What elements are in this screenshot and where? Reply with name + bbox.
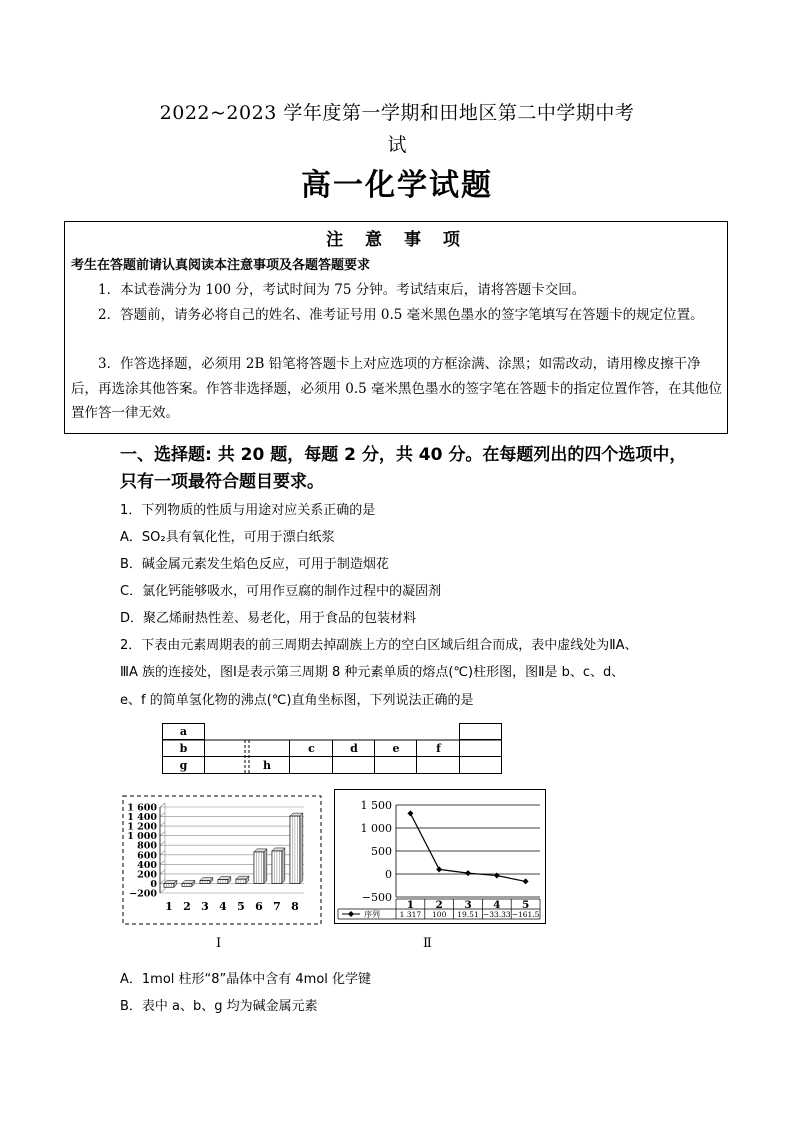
- bar-4: [218, 877, 231, 884]
- x-tick-label: 8: [291, 900, 299, 913]
- y-tick-label: 800: [137, 840, 157, 852]
- x-tick-label: 7: [273, 900, 281, 913]
- notice-item: 3．作答选择题，必须用 2B 铅笔将答题卡上对应选项的方框涂满、涂黑；如需改动，请用橡皮擦干净后，再选涂其他答案。作答非选择题，必须用 0.5 毫米黑色墨水的签字笔在答题卡的指定位置作答，在其他位置作答一律无效。: [71, 356, 723, 421]
- gridline: [160, 813, 165, 817]
- data-label: 100: [432, 910, 447, 919]
- notice-heading: 注 意 事 项: [326, 230, 468, 250]
- gridline: [160, 822, 165, 826]
- gridline: [160, 851, 165, 855]
- x-tick-label: 1: [406, 899, 415, 911]
- question-stem: e、f 的简单氢化物的沸点(℃)直角坐标图，下列说法正确的是: [120, 693, 474, 708]
- option-b: B．碱金属元素发生焰色反应，可用于制造烟花: [120, 557, 389, 572]
- y-tick-label: 1 000: [127, 831, 157, 843]
- option-a: A．SO₂具有氧化性，可用于漂白纸浆: [120, 530, 335, 545]
- gridline: [160, 803, 165, 807]
- gridline: [160, 832, 165, 836]
- bar-3: [200, 878, 213, 884]
- figure-label-1: Ⅰ: [216, 936, 222, 951]
- y-tick-label: 1 000: [360, 822, 392, 835]
- x-tick-label: 5: [521, 899, 530, 911]
- element-g: g: [179, 759, 188, 772]
- y-tick-label: 1 200: [127, 821, 157, 833]
- x-tick-label: 4: [493, 899, 501, 911]
- y-tick-label: 1 500: [360, 799, 392, 812]
- bar-5: [236, 876, 249, 883]
- gridline: [160, 860, 165, 864]
- x-tick-label: 2: [435, 899, 443, 911]
- element-f: f: [436, 742, 441, 755]
- line-chart-svg: [334, 789, 546, 924]
- y-tick-label: 1 400: [127, 812, 157, 824]
- gridline: [160, 889, 165, 893]
- chart-boiling-points: [334, 789, 546, 924]
- bar-6: [254, 849, 267, 884]
- question-stem: 1．下列物质的性质与用途对应关系正确的是: [120, 503, 376, 518]
- bar-side: [300, 813, 303, 883]
- element-e: e: [392, 742, 400, 755]
- bar-side: [282, 848, 285, 883]
- y-tick-label: 200: [137, 869, 157, 881]
- option-d: D．聚乙烯耐热性差、易老化，用于食品的包装材料: [120, 611, 417, 626]
- notice-subheading: 考生在答题前请认真阅读本注意事项及各题答题要求: [71, 258, 371, 273]
- section-heading: 一、选择题: 共 20 题，每题 2 分，共 40 分。在每题列出的四个选项中，只有一项最符合题目要求。: [120, 445, 687, 492]
- data-label: −161.5: [511, 910, 540, 919]
- x-tick-label: 3: [201, 900, 209, 913]
- x-tick-label: 2: [183, 900, 191, 913]
- notice-item: 1．本试卷满分为 100 分，考试时间为 75 分钟。考试结束后，请将答题卡交回。: [98, 282, 586, 298]
- x-tick-label: 5: [237, 900, 245, 913]
- element-b: b: [179, 742, 188, 755]
- y-tick-label: 500: [371, 845, 392, 858]
- notice-box: [64, 221, 728, 434]
- element-c: c: [308, 742, 315, 755]
- bar-7: [272, 848, 285, 883]
- data-label: −33.33: [482, 910, 511, 919]
- x-tick-label: 6: [255, 900, 263, 913]
- x-tick-label: 3: [464, 899, 472, 911]
- periodic-table: [162, 723, 502, 774]
- exam-title-line2: 试: [387, 134, 407, 156]
- gridline: [160, 841, 165, 845]
- gridline: [160, 870, 165, 874]
- bar-2: [182, 880, 195, 886]
- y-tick-label: 400: [137, 859, 157, 871]
- y-tick-label: −500: [361, 891, 392, 904]
- bar-side: [264, 849, 267, 884]
- subject-title: 高一化学试题: [301, 168, 493, 203]
- question-stem: ⅢA 族的连接处，图Ⅰ是表示第三周期 8 种元素单质的熔点(℃)柱形图，图Ⅱ是 b、c、d、: [120, 665, 625, 680]
- element-d: d: [350, 742, 358, 755]
- element-a: a: [179, 725, 188, 738]
- option-c: C．氯化钙能够吸水，可用作豆腐的制作过程中的凝固剂: [120, 584, 442, 599]
- y-tick-label: 1 600: [127, 802, 157, 814]
- x-tick-label: 1: [165, 900, 173, 913]
- element-h: h: [263, 759, 271, 772]
- exam-title-line1: 2022~2023 学年度第一学期和田地区第二中学期中考: [159, 102, 635, 124]
- legend-label: 序列: [364, 910, 380, 919]
- data-label: 19.51: [457, 910, 479, 919]
- bar-chart-svg: [122, 795, 322, 925]
- y-tick-label: 0: [385, 868, 392, 881]
- y-tick-label: 0: [150, 878, 157, 890]
- figure-label-2: Ⅱ: [423, 936, 432, 951]
- option-b: B．表中 a、b、g 均为碱金属元素: [120, 999, 318, 1014]
- chart-melting-points: [122, 795, 322, 925]
- bar-8: [290, 813, 303, 883]
- option-a: A．1mol 柱形“8”晶体中含有 4mol 化学键: [120, 972, 372, 987]
- question-stem: 2．下表由元素周期表的前三周期去掉副族上方的空白区域后组合而成，表中虚线处为ⅡA、: [120, 638, 638, 653]
- x-tick-label: 4: [219, 900, 227, 913]
- notice-item: 2．答题前，请务必将自己的姓名、准考证号用 0.5 毫米黑色墨水的签字笔填写在答题卡的规定位置。: [98, 307, 704, 323]
- data-label: 1 317: [399, 910, 422, 919]
- y-tick-label: −200: [129, 888, 157, 900]
- bar-1: [164, 880, 177, 887]
- y-tick-label: 600: [137, 850, 157, 862]
